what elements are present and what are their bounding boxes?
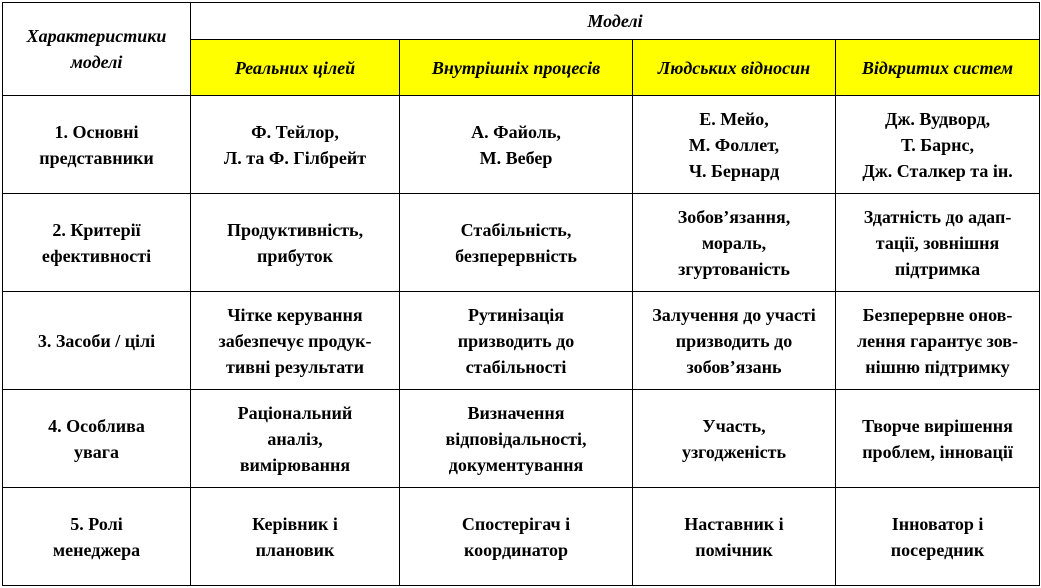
models-header: Моделі <box>191 3 1040 40</box>
table-row <box>3 292 1040 390</box>
cell-human-relations <box>633 488 836 586</box>
cell-line: Дж. Вудворд, <box>884 108 991 129</box>
row-label-cell <box>3 194 191 292</box>
cell-real-goals <box>191 390 400 488</box>
cell-line: Чітке керування <box>227 304 363 325</box>
characteristics-header <box>3 3 191 96</box>
cell-line: Л. та Ф. Гілбрейт <box>223 147 367 168</box>
row-label-line: менеджера <box>52 539 141 560</box>
cell-internal-processes <box>400 194 633 292</box>
table-row <box>3 488 1040 586</box>
cell-line: забезпечує продук- <box>218 330 372 351</box>
cell-human-relations <box>633 292 836 390</box>
cell-line: тивні результати <box>226 356 364 377</box>
cell-line: стабільності <box>465 356 567 377</box>
characteristics-header-line: Характеристики <box>26 26 167 46</box>
row-label-cell <box>3 96 191 194</box>
cell-open-systems <box>836 488 1040 586</box>
cell-line: М. Фоллет, <box>688 134 780 155</box>
cell-line: мораль, <box>701 232 767 253</box>
cell-line: Творче вирішення <box>862 415 1013 436</box>
cell-line: Стабільність, <box>460 219 572 240</box>
cell-line: тації, зовнішня <box>875 232 1000 253</box>
cell-open-systems <box>836 194 1040 292</box>
row-label-line: ефективності <box>41 245 152 266</box>
cell-line: призводить до <box>457 330 575 351</box>
cell-line: М. Вебер <box>479 147 553 168</box>
cell-human-relations <box>633 96 836 194</box>
cell-line: проблем, інновації <box>862 441 1013 462</box>
cell-line: помічник <box>695 539 773 560</box>
cell-line: узгодженість <box>681 441 787 462</box>
cell-line: плановик <box>255 539 335 560</box>
cell-line: Спостерігач і <box>461 513 571 534</box>
cell-internal-processes <box>400 390 633 488</box>
cell-line: Ч. Бернард <box>688 160 780 181</box>
models-comparison-table <box>2 2 1040 586</box>
table-body <box>3 96 1040 586</box>
cell-line: підтримка <box>894 258 981 279</box>
cell-line: Раціональний <box>237 402 353 423</box>
cell-human-relations <box>633 390 836 488</box>
cell-line: посередник <box>890 539 985 560</box>
model-column-human-relations: Людських відносин <box>633 40 836 96</box>
cell-line: Дж. Сталкер та ін. <box>862 160 1013 181</box>
cell-line: вимірювання <box>239 454 351 475</box>
cell-line: зобов’язань <box>686 356 782 377</box>
cell-internal-processes <box>400 96 633 194</box>
cell-line: відповідальності, <box>445 428 587 449</box>
cell-internal-processes <box>400 488 633 586</box>
table-row <box>3 390 1040 488</box>
cell-line: Участь, <box>702 415 766 436</box>
row-label-line: 4. Особлива <box>48 415 145 436</box>
row-label-line: 3. Засоби / цілі <box>37 330 156 351</box>
cell-line: Здатність до адап- <box>863 206 1012 227</box>
cell-line: Наставник і <box>684 513 784 534</box>
header-row-models <box>3 3 1040 40</box>
cell-line: Е. Мейо, <box>699 108 769 129</box>
cell-open-systems <box>836 390 1040 488</box>
table-row <box>3 96 1040 194</box>
model-column-real-goals: Реальних цілей <box>191 40 400 96</box>
cell-line: Продуктивність, <box>226 219 364 240</box>
cell-line: Залучення до участі <box>652 304 816 325</box>
cell-real-goals <box>191 96 400 194</box>
row-label-line: 5. Ролі <box>70 513 123 534</box>
cell-line: документування <box>448 454 584 475</box>
cell-line: Визначення <box>467 402 565 423</box>
cell-line: Ф. Тейлор, <box>251 121 339 142</box>
cell-line: аналіз, <box>267 428 323 449</box>
cell-line: Інноватор і <box>891 513 984 534</box>
characteristics-header-line: моделі <box>70 52 123 72</box>
cell-line: згуртованість <box>678 258 790 279</box>
cell-line: лення гарантує зов- <box>857 330 1018 351</box>
table-row <box>3 194 1040 292</box>
cell-line: безперервність <box>455 245 577 266</box>
row-label-cell <box>3 390 191 488</box>
cell-line: А. Файоль, <box>471 121 561 142</box>
cell-line: Т. Барнс, <box>901 134 975 155</box>
cell-line: Рутинізація <box>468 304 564 325</box>
cell-line: Безперервне онов- <box>862 304 1013 325</box>
cell-line: Зобов’язання, <box>677 206 791 227</box>
cell-human-relations <box>633 194 836 292</box>
row-label-line: 1. Основні <box>54 121 139 142</box>
cell-real-goals <box>191 194 400 292</box>
model-column-internal-processes: Внутрішніх процесів <box>400 40 633 96</box>
row-label-cell <box>3 292 191 390</box>
cell-real-goals <box>191 488 400 586</box>
cell-real-goals <box>191 292 400 390</box>
row-label-line: представники <box>39 147 154 168</box>
cell-open-systems <box>836 292 1040 390</box>
cell-open-systems <box>836 96 1040 194</box>
model-column-open-systems: Відкритих систем <box>836 40 1040 96</box>
row-label-cell <box>3 488 191 586</box>
cell-line: прибуток <box>256 245 334 266</box>
row-label-line: 2. Критерії <box>52 219 141 240</box>
cell-line: Керівник і <box>252 513 338 534</box>
cell-line: координатор <box>464 539 568 560</box>
row-label-line: увага <box>74 441 119 462</box>
cell-line: нішню підтримку <box>865 356 1010 377</box>
cell-line: призводить до <box>675 330 793 351</box>
cell-internal-processes <box>400 292 633 390</box>
